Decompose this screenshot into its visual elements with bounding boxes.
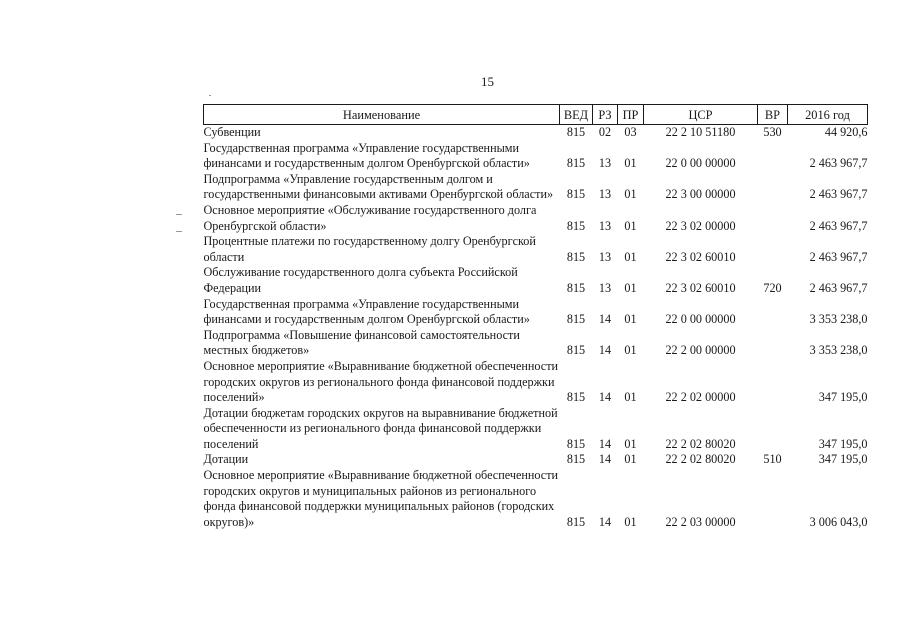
table-header-row — [204, 105, 868, 125]
row-ved: 815 — [566, 249, 586, 264]
row-csr: 22 2 02 80020 — [665, 436, 736, 451]
row-rz: 14 — [598, 452, 612, 467]
row-name: Обслуживание государственного долга субъекта Российской Федерации — [203, 265, 518, 295]
row-csr: 22 0 00 00000 — [665, 312, 736, 327]
row-ved: 815 — [566, 156, 586, 171]
scan-mark — [176, 214, 182, 215]
row-ved: 815 — [566, 343, 586, 358]
row-rz: 14 — [598, 312, 612, 327]
row-rz: 13 — [598, 218, 612, 233]
row-name: Основное мероприятие «Обслуживание государственного долга Оренбургской области» — [203, 202, 537, 233]
row-rz: 14 — [598, 343, 612, 358]
row-amount: 3 006 043,0 — [809, 514, 868, 529]
row-pr: 03 — [624, 125, 637, 139]
table-row — [204, 406, 868, 453]
row-pr: 01 — [624, 436, 637, 451]
row-vr — [758, 141, 788, 172]
row-amount: 347 195,0 — [818, 452, 868, 467]
table-row — [204, 452, 868, 468]
row-vr: 720 — [763, 280, 782, 295]
row-vr — [758, 359, 788, 406]
row-vr: 530 — [763, 125, 782, 139]
row-amount: 2 463 967,7 — [809, 187, 868, 202]
row-ved: 815 — [566, 514, 586, 529]
row-vr — [758, 172, 788, 203]
table-row — [204, 141, 868, 172]
table-row — [204, 297, 868, 328]
row-name: Основное мероприятие «Выравнивание бюджетной обеспеченности городских округов из регионального фонда финансовой поддержки поселений» — [203, 358, 559, 405]
row-amount: 3 353 238,0 — [809, 312, 868, 327]
row-ved: 815 — [566, 218, 586, 233]
row-rz: 14 — [598, 436, 612, 451]
row-pr: 01 — [624, 312, 637, 327]
row-rz: 13 — [598, 280, 612, 295]
row-name: Субвенции — [203, 125, 261, 139]
table-row — [204, 328, 868, 359]
row-pr: 01 — [624, 390, 637, 405]
scan-mark — [176, 231, 182, 232]
row-rz: 13 — [598, 187, 612, 202]
row-vr — [758, 203, 788, 234]
row-amount: 3 353 238,0 — [809, 343, 868, 358]
row-ved: 815 — [566, 390, 586, 405]
row-ved: 815 — [566, 436, 586, 451]
row-amount: 44 920,6 — [824, 125, 868, 139]
row-amount: 347 195,0 — [818, 436, 868, 451]
row-name: Государственная программа «Управление государственными финансами и государственным долгом Оренбургской области» — [203, 140, 530, 171]
header-pr: ПР — [618, 105, 644, 125]
row-csr: 22 3 02 00000 — [665, 218, 736, 233]
row-pr: 01 — [624, 249, 637, 264]
row-pr: 01 — [624, 452, 637, 467]
header-rz: РЗ — [593, 105, 618, 125]
row-amount: 2 463 967,7 — [809, 249, 868, 264]
header-name: Наименование — [204, 105, 560, 125]
row-pr: 01 — [624, 187, 637, 202]
header-ved: ВЕД — [560, 105, 593, 125]
row-ved: 815 — [566, 187, 586, 202]
row-csr: 22 2 10 51180 — [665, 125, 736, 139]
row-name: Процентные платежи по государственному долгу Оренбургской области — [203, 234, 536, 264]
budget-table — [203, 104, 868, 530]
row-csr: 22 0 00 00000 — [665, 156, 736, 171]
row-pr: 01 — [624, 343, 637, 358]
row-csr: 22 2 03 00000 — [665, 514, 736, 529]
row-ved: 815 — [566, 280, 586, 295]
row-csr: 22 3 02 60010 — [665, 249, 736, 264]
row-name: Основное мероприятие «Выравнивание бюджетной обеспеченности городских округов и муниципальных районов из регионального фонда финансовой поддержки муниципальных районов (городских округов)» — [203, 468, 559, 529]
row-rz: 14 — [598, 514, 612, 529]
row-csr: 22 2 02 00000 — [665, 390, 736, 405]
row-rz: 14 — [598, 390, 612, 405]
table-row — [204, 265, 868, 296]
table-row — [204, 203, 868, 234]
row-vr — [758, 406, 788, 453]
row-name: Дотации — [203, 452, 249, 467]
scan-mark — [209, 95, 211, 96]
row-name: Подпрограмма «Повышение финансовой самостоятельности местных бюджетов» — [203, 327, 520, 358]
row-csr: 22 3 02 60010 — [665, 280, 736, 295]
row-rz: 02 — [598, 125, 612, 139]
table-row — [204, 125, 868, 141]
header-year: 2016 год — [788, 105, 868, 125]
row-vr — [758, 297, 788, 328]
header-csr: ЦСР — [644, 105, 758, 125]
row-vr — [758, 468, 788, 530]
table-row — [204, 468, 868, 530]
row-amount: 2 463 967,7 — [809, 156, 868, 171]
header-vr: ВР — [758, 105, 788, 125]
row-rz: 13 — [598, 249, 612, 264]
row-ved: 815 — [566, 312, 586, 327]
row-amount: 2 463 967,7 — [809, 218, 868, 233]
row-pr: 01 — [624, 280, 637, 295]
table-row — [204, 359, 868, 406]
row-ved: 815 — [566, 452, 586, 467]
row-csr: 22 3 00 00000 — [665, 187, 736, 202]
row-pr: 01 — [624, 156, 637, 171]
row-amount: 2 463 967,7 — [809, 280, 868, 295]
row-ved: 815 — [566, 125, 586, 139]
row-pr: 01 — [624, 218, 637, 233]
row-name: Дотации бюджетам городских округов на выравнивание бюджетной обеспеченности из регионального фонда финансовой поддержки поселений — [203, 405, 558, 451]
row-vr: 510 — [763, 452, 782, 467]
row-name: Подпрограмма «Управление государственным долгом и государственными финансовыми активами Оренбургской области» — [203, 171, 554, 202]
row-name: Государственная программа «Управление государственными финансами и государственным долгом Оренбургской области» — [203, 296, 530, 327]
table-row — [204, 172, 868, 203]
row-rz: 13 — [598, 156, 612, 171]
row-amount: 347 195,0 — [818, 390, 868, 405]
row-vr — [758, 328, 788, 359]
row-pr: 01 — [624, 514, 637, 529]
table-row — [204, 234, 868, 265]
row-csr: 22 2 00 00000 — [665, 343, 736, 358]
row-vr — [758, 234, 788, 265]
row-csr: 22 2 02 80020 — [665, 452, 736, 467]
page-number: 15 — [481, 74, 494, 89]
